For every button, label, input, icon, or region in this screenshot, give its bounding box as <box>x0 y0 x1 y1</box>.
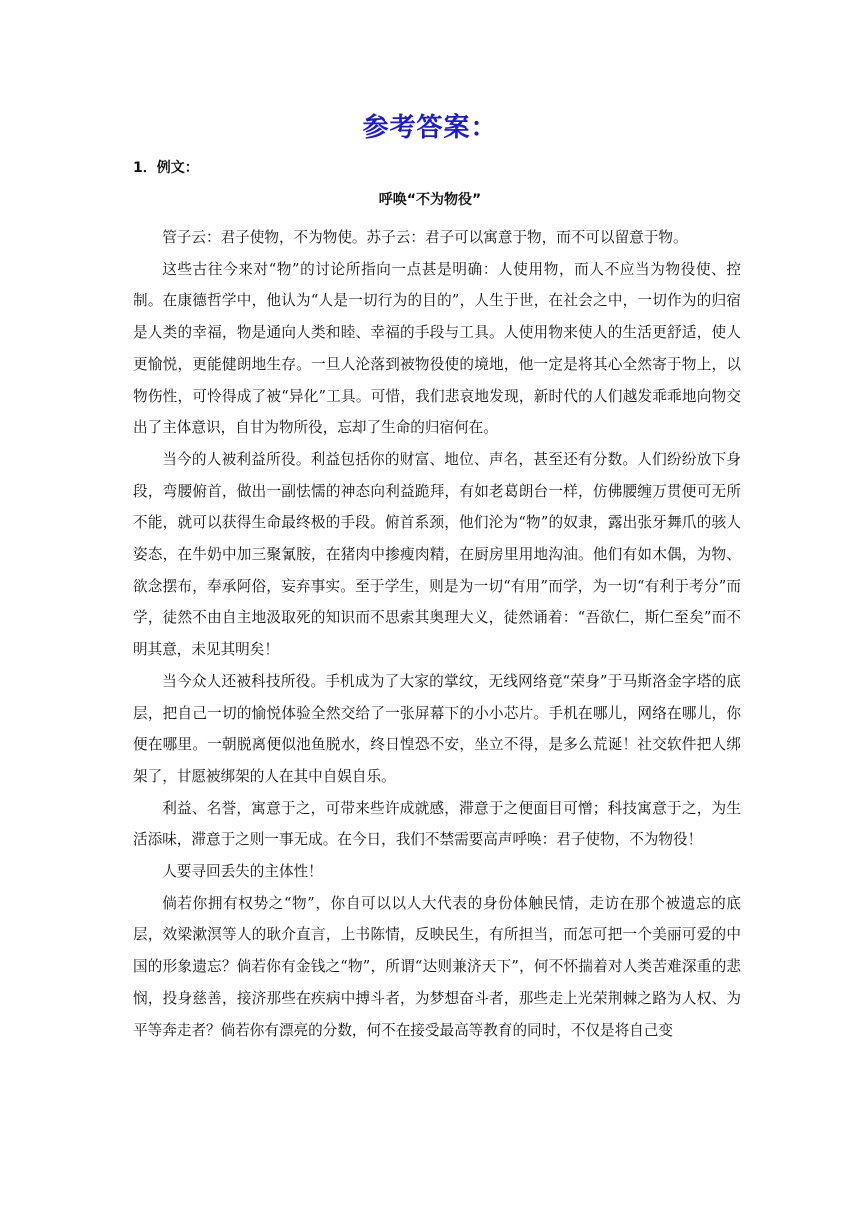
paragraph-1: 管子云：君子使物，不为物使。苏子云：君子可以寓意于物，而不可以留意于物。 <box>162 229 688 246</box>
page-title: 参考答案： <box>362 113 498 143</box>
paragraph-5: 利益、名誉，寓意于之，可带来些许成就感，滞意于之便面目可憎；科技寓意于之，为生活添味，滞意于之则一事无成。在今日，我们不禁需要高声呼唤：君子使物，不为物役！ <box>133 799 741 849</box>
paragraph-7: 倘若你拥有权势之“物”，你自可以以人大代表的身份体触民情，走访在那个被遗忘的底层，效梁漱溟等人的耿介直言，上书陈情，反映民生，有所担当，而怎可把一个美丽可爱的中国的形象遗忘？倘若你有金钱之“物”，所谓“达则兼济天下”，何不怀揣着对人类苦难深重的悲悯，投身慈善，接济那些在疾病中搏斗者，为梦想奋斗者，那些走上光荣荆棘之路为人权、为平等奔走者？倘若你有漂亮的分数，何不在接受最高等教育的同时，不仅是将自己变 <box>133 894 741 1039</box>
essay-body <box>133 222 741 1046</box>
paragraph-2: 这些古往今来对“物”的讨论所指向一点甚是明确：人使用物，而人不应当为物役使、控制。在康德哲学中，他认为“人是一切行为的目的”，人生于世，在社会之中，一切作为的归宿是人类的幸福，物是通向人类和睦、幸福的手段与工具。人使用物来使人的生活更舒适，使人更愉悦，更能健朗地生存。一旦人沦落到被物役使的境地，他一定是将其心全然寄于物上，以物伤性，可怜得成了被“异化”工具。可惜，我们悲哀地发现，新时代的人们越发乖乖地向物交出了主体意识，自甘为物所役，忘却了生命的归宿何在。 <box>133 260 741 437</box>
paragraph-6: 人要寻回丢失的主体性！ <box>162 863 323 881</box>
essay-title: 呼唤“不为物役” <box>378 192 482 208</box>
paragraph-3: 当今的人被利益所役。利益包括你的财富、地位、声名，甚至还有分数。人们纷纷放下身段，弯腰俯首，做出一副怯懦的神态向利益跪拜，有如老葛朗台一样，仿佛腰缠万贯便可无所不能，就可以获得生命最终极的手段。俯首系颈，他们沦为“物”的奴隶，露出张牙舞爪的骇人姿态，在牛奶中加三聚氰胺，在猪肉中掺瘦肉精，在厨房里用地沟油。他们有如木偶，为物、欲念摆布，奉承阿俗，妄弃事实。至于学生，则是为一切“有用”而学，为一切“有利于考分”而学，徒然不由自主地汲取死的知识而不思索其奥理大义，徒然诵着：“吾欲仁，斯仁至矣”而不明其意，未见其明矣！ <box>133 450 741 659</box>
question-number-label: 1．例文： <box>133 160 199 176</box>
paragraph-4: 当今众人还被科技所役。手机成为了大家的掌纹，无线网络竟“荣身”于马斯洛金字塔的底层，把自己一切的愉悦体验全然交给了一张屏幕下的小小芯片。手机在哪儿，网络在哪儿，你便在哪里。一朝脱离便似池鱼脱水，终日惶恐不安，坐立不得，是多么荒诞！社交软件把人绑架了，甘愿被绑架的人在其中自娱自乐。 <box>133 672 741 785</box>
